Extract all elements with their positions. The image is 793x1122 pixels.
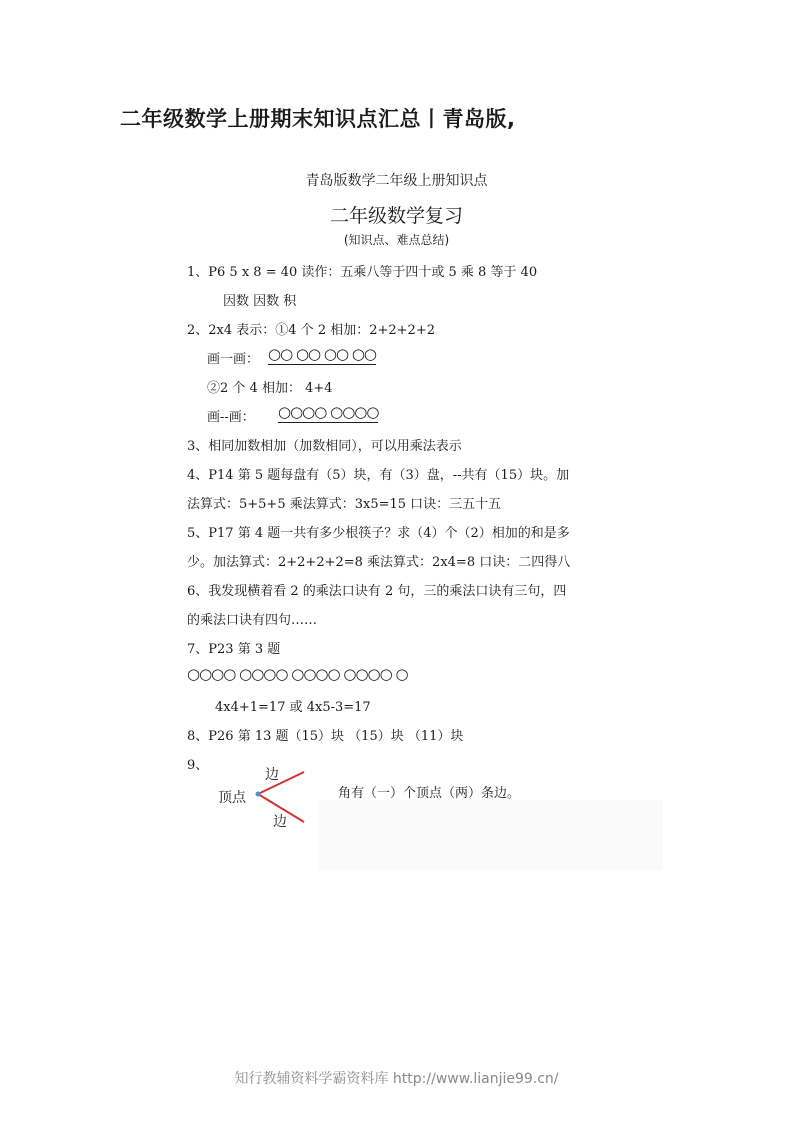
item-5: 5、P17 第 4 题一共有多少根筷子？求（4）个（2）相加的和是多: [187, 526, 570, 541]
document-note: (知识点、难点总结): [343, 233, 450, 247]
item-6-continued: 的乘法口诀有四句……: [187, 613, 318, 628]
vertex-dot: [256, 792, 261, 797]
item-9: 9、: [187, 758, 209, 773]
item-3: 3、相同加数相加（加数相同），可以用乘法表示: [187, 439, 462, 454]
document-subtitle: 青岛版数学二年级上册知识点: [305, 173, 488, 189]
item-2: 2、2x4 表示：①4 个 2 相加：2+2+2+2: [187, 323, 435, 338]
item-5-continued: 少。加法算式：2+2+2+2=8 乘法算式：2x4=8 口诀：二四得八: [187, 555, 571, 570]
item-6: 6、我发现横着看 2 的乘法口诀有 2 句，三的乘法口诀有三句，四: [187, 584, 567, 599]
item-8: 8、P26 第 13 题（15）块 （15）块 （11）块: [187, 729, 464, 744]
angle-description: 角有（一）个顶点（两）条边。: [338, 786, 521, 801]
item-1-labels: 因数 因数 积: [223, 294, 297, 309]
item-2b: ②2 个 4 相加： 4+4: [207, 381, 333, 396]
item-4: 4、P14 第 5 题每盘有（5）块，有（3）盘，--共有（15）块。加: [187, 468, 570, 483]
item-1: 1、P6 5 x 8 = 40 读作：五乘八等于四十或 5 乘 8 等于 40: [187, 265, 538, 280]
angle-vertex-label: 顶点: [218, 790, 246, 806]
item-2-draw-circles: ○○ ○○ ○○ ○○: [268, 345, 377, 363]
image-shade: [318, 800, 663, 870]
angle-side-label-top: 边: [265, 767, 279, 783]
item-7-formula: 4x4+1=17 或 4x5-3=17: [215, 700, 371, 715]
angle-figure: [210, 760, 320, 832]
item-7-circles: ○○○○ ○○○○ ○○○○ ○○○○ ○: [187, 665, 408, 683]
item-2-draw-label: 画一画：: [207, 352, 260, 367]
item-7: 7、P23 第 3 题: [187, 642, 281, 657]
page-headline: 二年级数学上册期末知识点汇总丨青岛版,: [120, 107, 516, 131]
document-title: 二年级数学复习: [329, 205, 463, 227]
item-2b-draw-label: 画--画：: [207, 410, 255, 425]
item-4-continued: 法算式：5+5+5 乘法算式：3x5=15 口诀：三五十五: [187, 497, 502, 512]
angle-side-label-bottom: 边: [273, 814, 287, 830]
footer-watermark: 知行教辅资料学霸资料库 http://www.lianjie99.cn/: [234, 1071, 559, 1087]
item-2b-draw-circles: ○○○○ ○○○○: [278, 403, 379, 421]
